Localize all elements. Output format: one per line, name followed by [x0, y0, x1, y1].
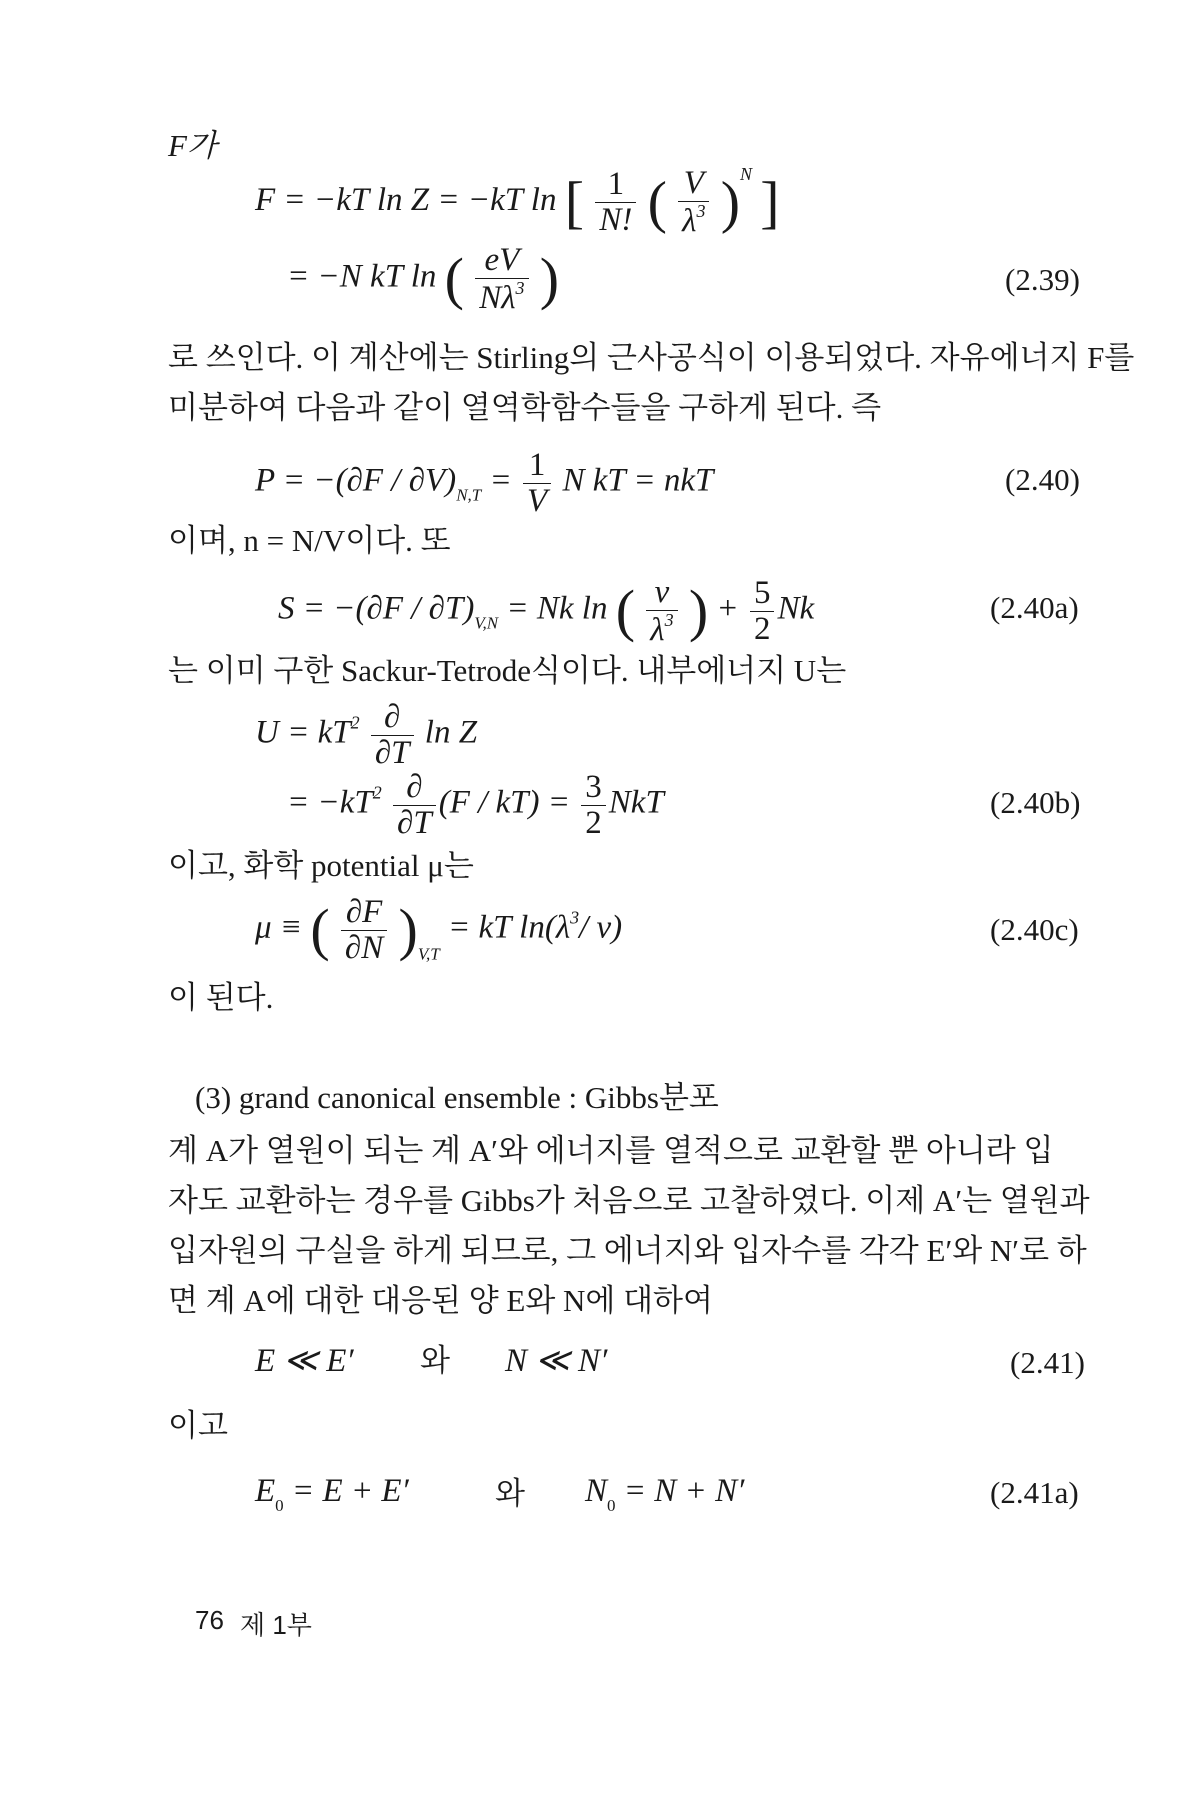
eq240c-end: / v): [579, 909, 623, 946]
eq240b-deriv: [371, 700, 414, 770]
equation-2-41-right: N ≪ N′: [505, 1343, 608, 1379]
eq239-outer-exp: N: [740, 164, 753, 184]
equation-2-40: [255, 448, 713, 518]
bracket-close: ]: [760, 169, 780, 235]
eq240b-l1-lhs: U = kT: [255, 714, 351, 751]
eq240a-frac-num: v: [646, 575, 677, 611]
eq240a-frac2: [750, 576, 775, 646]
paren-close: ): [688, 578, 709, 644]
equation-label-2-40a: (2.40a): [990, 590, 1079, 625]
page-number: 76: [195, 1605, 224, 1635]
paren-close: ): [720, 169, 741, 235]
eq239-frac2-den: λ: [682, 202, 697, 239]
equation-2-40b-line2: [287, 770, 664, 840]
paragraph-line: 이고, 화학 potential μ는: [168, 848, 474, 883]
paragraph-line: 입자원의 구실을 하게 되므로, 그 에너지와 입자수를 각각 E′와 N′로 하: [168, 1233, 1087, 1268]
eq240a-end: Nk: [777, 590, 815, 627]
paragraph-line: 이고: [168, 1408, 228, 1443]
equation-2-39-line1: [255, 165, 780, 239]
eq240c-exp: 3: [570, 907, 580, 928]
eq240c-mid: = kT ln(λ: [439, 909, 571, 946]
eq240b-l1-end: ln Z: [424, 714, 478, 751]
equation-label-2-40b: (2.40b): [990, 785, 1081, 820]
equation-2-40a: [278, 575, 814, 647]
eq240b-d-num: ∂: [393, 770, 436, 806]
eq240a-plus: +: [716, 590, 747, 627]
eq241a-left-rest: = E + E′: [283, 1473, 409, 1509]
equation-2-41-left: E ≪ E′: [255, 1343, 354, 1379]
eq239-frac1-num: 1: [595, 167, 636, 203]
eq239-frac3-den: Nλ: [479, 279, 516, 316]
eq240c-sub: V,T: [417, 944, 440, 964]
eq240b-frac-num: 3: [581, 770, 606, 806]
eq240-frac-num: 1: [523, 448, 551, 484]
equation-label-2-39: (2.39): [1005, 262, 1080, 297]
eq240b-frac-den: 2: [585, 804, 602, 841]
eq239-frac1: [595, 167, 636, 237]
paragraph-line: 면 계 A에 대한 대응된 양 E와 N에 대하여: [168, 1283, 713, 1318]
eq240b-frac: [581, 770, 606, 840]
paragraph-line: 계 A가 열원이 되는 계 A′와 에너지를 열적으로 교환할 뿐 아니라 입: [168, 1133, 1054, 1168]
eq240a-exp: 3: [664, 609, 674, 630]
eq241a-N-sub: 0: [607, 1496, 616, 1515]
equation-2-41a-and: 와: [495, 1476, 525, 1511]
part-label: 제 1부: [240, 1610, 312, 1640]
equation-label-2-40c: (2.40c): [990, 912, 1079, 947]
intro-text: F가: [168, 128, 217, 163]
eq240-lhs: P = −(∂F / ∂V): [255, 462, 457, 499]
paragraph-line: 자도 교환하는 경우를 Gibbs가 처음으로 고찰하였다. 이제 A′는 열원과: [168, 1183, 1090, 1218]
eq239-frac3: [475, 243, 528, 315]
eq240c-frac-num: ∂F: [341, 895, 387, 931]
paragraph-line: 이 된다.: [168, 980, 274, 1015]
paren-open: (: [444, 246, 464, 312]
eq240a-frac2-num: 5: [750, 576, 775, 612]
eq240-rhs: N kT = nkT: [562, 462, 714, 499]
eq239-lhs: F = −kT ln Z = −kT ln: [255, 182, 557, 218]
equation-2-39-line2: [287, 243, 559, 315]
eq240c-frac: [341, 895, 387, 965]
paragraph-line: 미분하여 다음과 같이 열역학함수들을 구하게 된다. 즉: [168, 390, 882, 425]
paren-close: ): [539, 246, 560, 312]
eq240a-frac: [646, 575, 677, 647]
paren-open: (: [310, 897, 330, 963]
equation-2-40b-line1: [255, 700, 477, 770]
eq241a-E: E: [255, 1473, 276, 1509]
eq240-frac: [523, 448, 551, 518]
paragraph-line: 이며, n = N/V이다. 또: [168, 523, 451, 558]
paragraph-line: 는 이미 구한 Sackur-Tetrode식이다. 내부에너지 U는: [168, 653, 847, 688]
eq241a-E-sub: 0: [275, 1496, 284, 1515]
eq240b-exp: 2: [350, 712, 360, 733]
equation-2-41a-right: [585, 1475, 744, 1514]
eq240a-lhs: S = −(∂F / ∂T): [278, 590, 475, 627]
eq241a-right-rest: = N + N′: [615, 1473, 745, 1509]
equation-2-41a-left: [255, 1475, 409, 1514]
eq240c-lhs: μ ≡: [255, 909, 303, 946]
eq239-frac1-den: N!: [599, 201, 633, 238]
eq240a-sub: V,N: [474, 613, 499, 633]
paren-open: (: [647, 169, 667, 235]
eq240b-l2-lhs: = −kT: [287, 784, 373, 821]
eq240b-exp: 2: [372, 782, 382, 803]
eq240b-d-den: ∂T: [397, 804, 432, 841]
equation-label-2-41a: (2.41a): [990, 1475, 1079, 1510]
paren-open: (: [615, 578, 636, 644]
eq240b-deriv: [393, 770, 436, 840]
eq240a-frac-den: λ: [650, 611, 665, 648]
eq239-den-exp: 3: [696, 200, 706, 221]
equation-label-2-40: (2.40): [1005, 462, 1080, 497]
eq239-frac3-num: eV: [475, 243, 528, 279]
eq240-frac-den: V: [527, 482, 548, 519]
eq241a-N: N: [585, 1473, 608, 1509]
eq240b-d-num: ∂: [371, 700, 414, 736]
eq240a-frac2-den: 2: [753, 610, 771, 647]
eq239-frac2: [678, 166, 709, 238]
eq240a-mid: = Nk ln: [498, 590, 608, 627]
eq240b-d-den: ∂T: [374, 734, 410, 771]
equation-2-41-and: 와: [420, 1343, 450, 1378]
bracket-open: [: [564, 169, 585, 235]
eq240b-l2-mid: (F / kT) =: [438, 784, 579, 821]
equation-2-40c: [255, 895, 622, 965]
eq239-frac2-num: V: [678, 166, 709, 202]
eq239-frac3-exp: 3: [515, 277, 525, 298]
eq240c-frac-den: ∂N: [344, 929, 384, 966]
equation-label-2-41: (2.41): [1010, 1345, 1085, 1380]
eq240-sub: N,T: [456, 485, 482, 505]
paragraph-line: 로 쓰인다. 이 계산에는 Stirling의 근사공식이 이용되었다. 자유에너지 F를: [168, 340, 1135, 375]
eq240-eq: =: [481, 462, 521, 499]
paren-close: ): [398, 897, 418, 963]
eq240b-l2-end: NkT: [608, 784, 664, 821]
eq239-line2-lhs: = −N kT ln: [287, 258, 437, 295]
section-heading: (3) grand canonical ensemble : Gibbs분포: [195, 1080, 719, 1115]
